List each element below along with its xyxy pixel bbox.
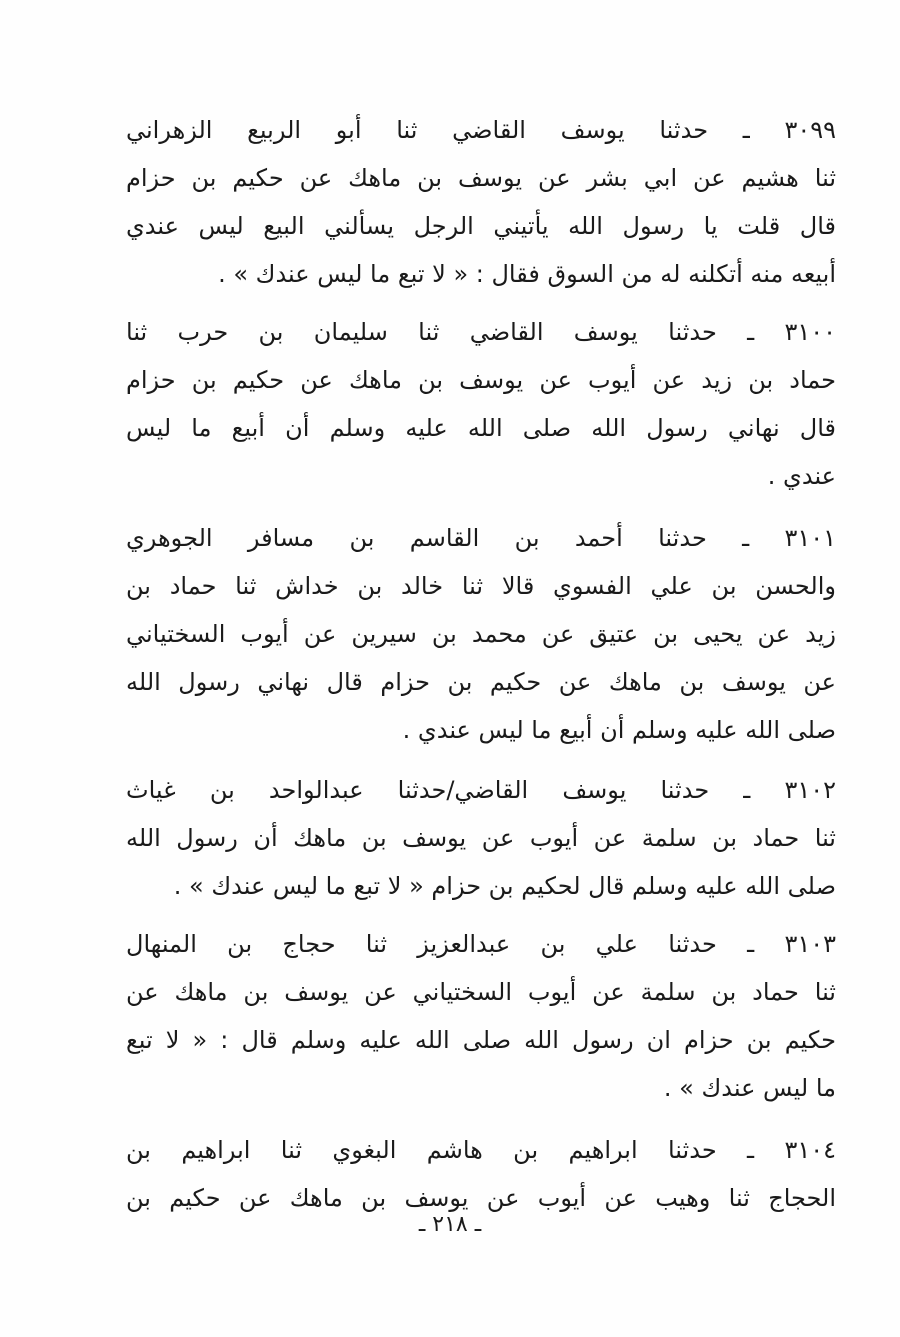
hadith-3099	[126, 106, 836, 298]
paragraph-gap	[126, 1112, 836, 1126]
text-line: ٣١٠٠ ـ حدثنا يوسف القاضي ثنا سليمان بن حرب ثنا	[126, 318, 836, 346]
hadith-3103	[126, 920, 836, 1112]
text-line: زيد عن يحيى بن عتيق عن محمد بن سيرين عن أيوب السختياني	[126, 620, 836, 648]
text-line: ما ليس عندك » .	[663, 1074, 836, 1102]
text-line: صلى الله عليه وسلم أن أبيع ما ليس عندي .	[402, 716, 836, 744]
hadith-3100	[126, 308, 836, 500]
text-line: صلى الله عليه وسلم قال لحكيم بن حزام « لا تبع ما ليس عندك » .	[173, 872, 836, 900]
text-line: ٣١٠٤ ـ حدثنا ابراهيم بن هاشم البغوي ثنا ابراهيم بن	[126, 1136, 836, 1164]
hadith-3104	[126, 1126, 836, 1222]
text-line: عندي .	[767, 462, 836, 490]
hadith-3101	[126, 514, 836, 754]
text-line: حكيم بن حزام ان رسول الله صلى الله عليه وسلم قال : « لا تبع	[126, 1026, 836, 1054]
text-line: أبيعه منه أتكلنه له من السوق فقال : « لا تبع ما ليس عندك » .	[218, 260, 836, 288]
text-line: عن يوسف بن ماهك عن حكيم بن حزام قال نهاني رسول الله	[126, 668, 836, 696]
text-line: ثنا هشيم عن ابي بشر عن يوسف بن ماهك عن حكيم بن حزام	[126, 164, 836, 192]
text-line: ثنا حماد بن سلمة عن أيوب عن يوسف بن ماهك أن رسول الله	[126, 824, 836, 852]
text-line: ٣١٠٣ ـ حدثنا علي بن عبدالعزيز ثنا حجاج بن المنهال	[126, 930, 836, 958]
main-text	[126, 106, 836, 1222]
text-line: ٣١٠٢ ـ حدثنا يوسف القاضي/حدثنا عبدالواحد بن غياث	[126, 776, 836, 804]
text-line: ثنا حماد بن سلمة عن أيوب السختياني عن يوسف بن ماهك عن	[126, 978, 836, 1006]
text-line: الحجاج ثنا وهيب عن أيوب عن يوسف بن ماهك عن حكيم بن	[126, 1184, 836, 1212]
paragraph-gap	[126, 500, 836, 514]
paragraph-gap	[126, 910, 836, 920]
text-line: قال نهاني رسول الله صلى الله عليه وسلم أن أبيع ما ليس	[126, 414, 836, 442]
text-line: والحسن بن علي الفسوي قالا ثنا خالد بن خداش ثنا حماد بن	[126, 572, 836, 600]
text-line: قال قلت يا رسول الله يأتيني الرجل يسألني البيع ليس عندي	[126, 212, 836, 240]
hadith-3102	[126, 766, 836, 910]
text-line: ٣١٠١ ـ حدثنا أحمد بن القاسم بن مسافر الجوهري	[126, 524, 836, 552]
paragraph-gap	[126, 298, 836, 308]
text-line: حماد بن زيد عن أيوب عن يوسف بن ماهك عن حكيم بن حزام	[126, 366, 836, 394]
paragraph-gap	[126, 754, 836, 766]
page-number: ـ ٢١٨ ـ	[418, 1212, 482, 1237]
text-line: ٣٠٩٩ ـ حدثنا يوسف القاضي ثنا أبو الربيع الزهراني	[126, 116, 836, 144]
